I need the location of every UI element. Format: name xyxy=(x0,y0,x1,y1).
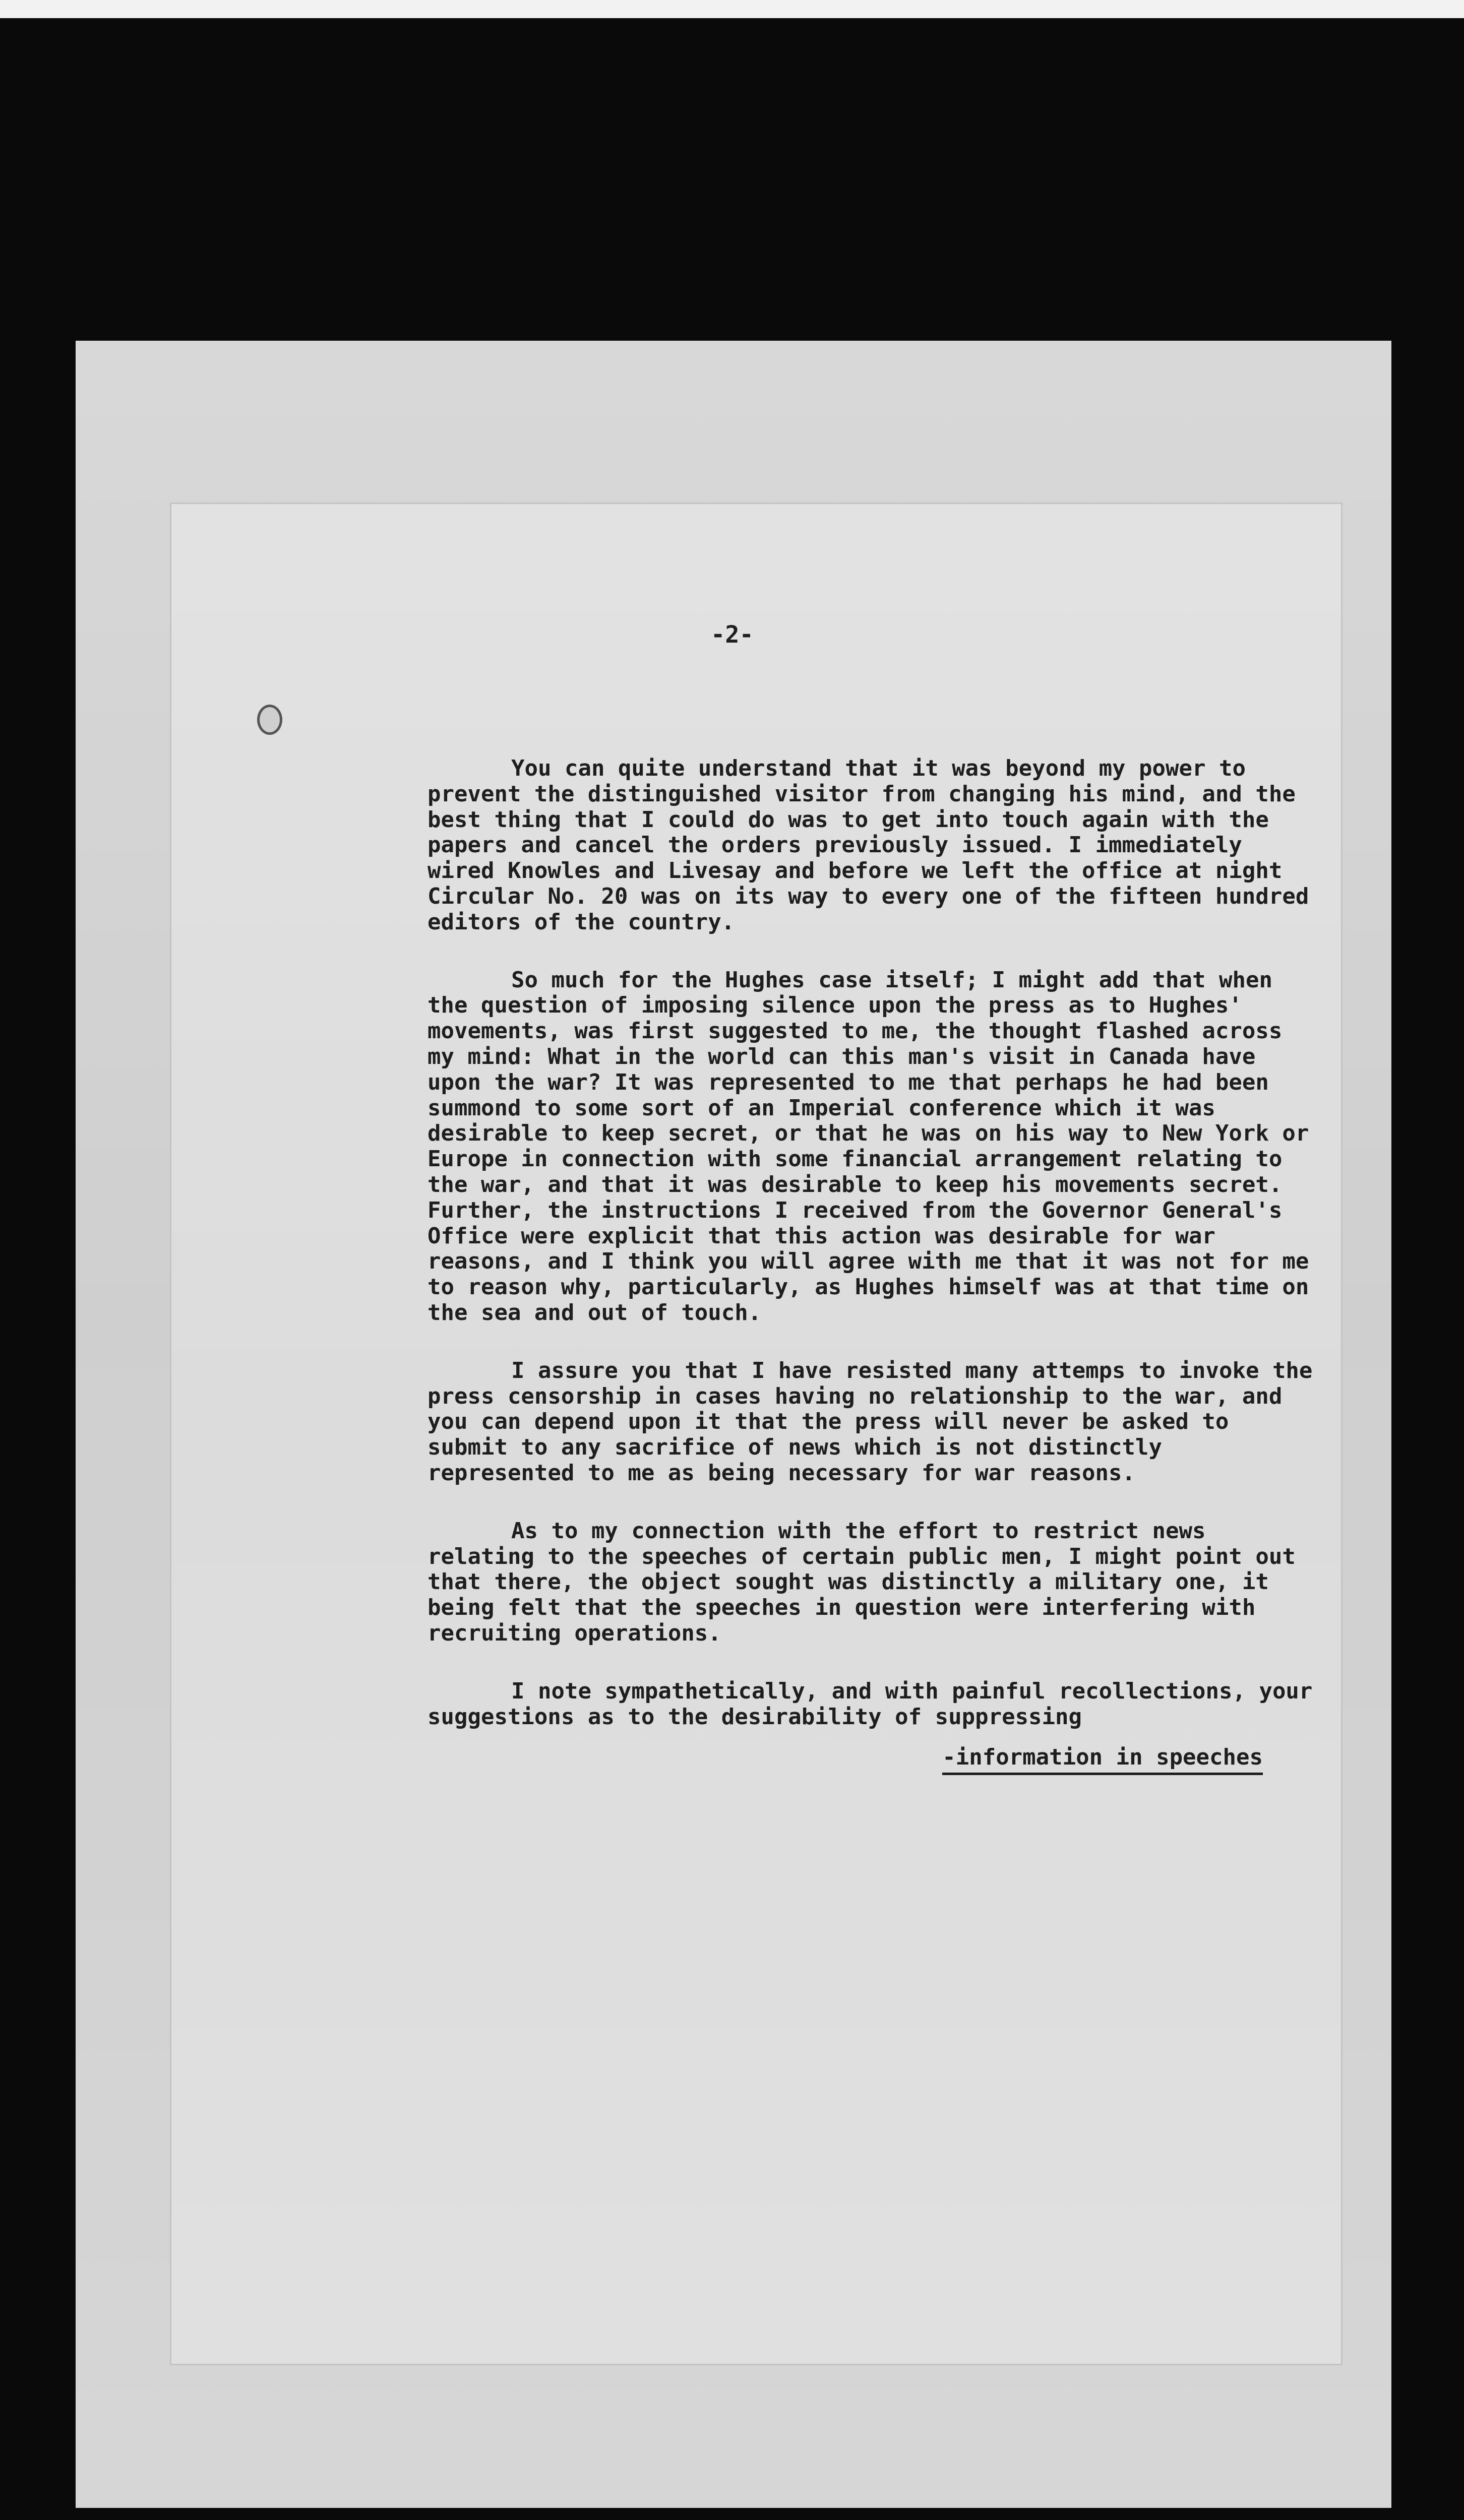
catchword: -information in speeches xyxy=(942,1745,1263,1775)
paragraph-1: You can quite understand that it was beyond my power to prevent the distinguished visitor from changing his mind, and the best thing that I could do was to get into touch again with the papers and cancel the orders previously issued. I immediately wired Knowles and Livesay and before we left the office at night Circular No. 20 was on its way to every one of the fifteen hundred editors of the country. xyxy=(428,755,1309,935)
paragraph-2: So much for the Hughes case itself; I might add that when the question of imposing silence upon the press as to Hughes' movements, was first suggested to me, the thought flashed across my mind: What in the world can this man's visit in Canada have upon the war? It was represented to me that perhaps he had been summond to some sort of an Imperial conference which it was desirable to keep secret, or that he was on his way to New York or Europe in connection with some financial arrangement relating to the war, and that it was desirable to keep his movements secret. Further, the instructions I received from the Governor General's Office were explicit that this action was desirable for war reasons, and I think you will agree with me that it was not for me to reason why, particularly, as Hughes himself was at that time on the sea and out of touch. xyxy=(428,967,1309,1326)
catchword-row xyxy=(428,1745,1315,1775)
paragraph-4: As to my connection with the effort to restrict news relating to the speeches of certain public men, I might point out that there, the object sought was distinctly a military one, it being felt that the speeches in question were interfering with recruiting operations. xyxy=(428,1518,1296,1646)
paragraph-3: I assure you that I have resisted many attemps to invoke the press censorship in cases having no relationship to the war, and you can depend upon it that the press will never be asked to submit to any sacrifice of news which is not distinctly represented to me as being necessary for war reasons. xyxy=(428,1357,1313,1486)
letter-body xyxy=(428,756,1315,1775)
punch-hole xyxy=(257,705,282,735)
paragraph-5: I note sympathetically, and with painful recollections, your suggestions as to the desirability of suppressing xyxy=(428,1678,1313,1730)
film-top-strip xyxy=(0,0,1464,18)
page-number: -2- xyxy=(711,621,754,649)
